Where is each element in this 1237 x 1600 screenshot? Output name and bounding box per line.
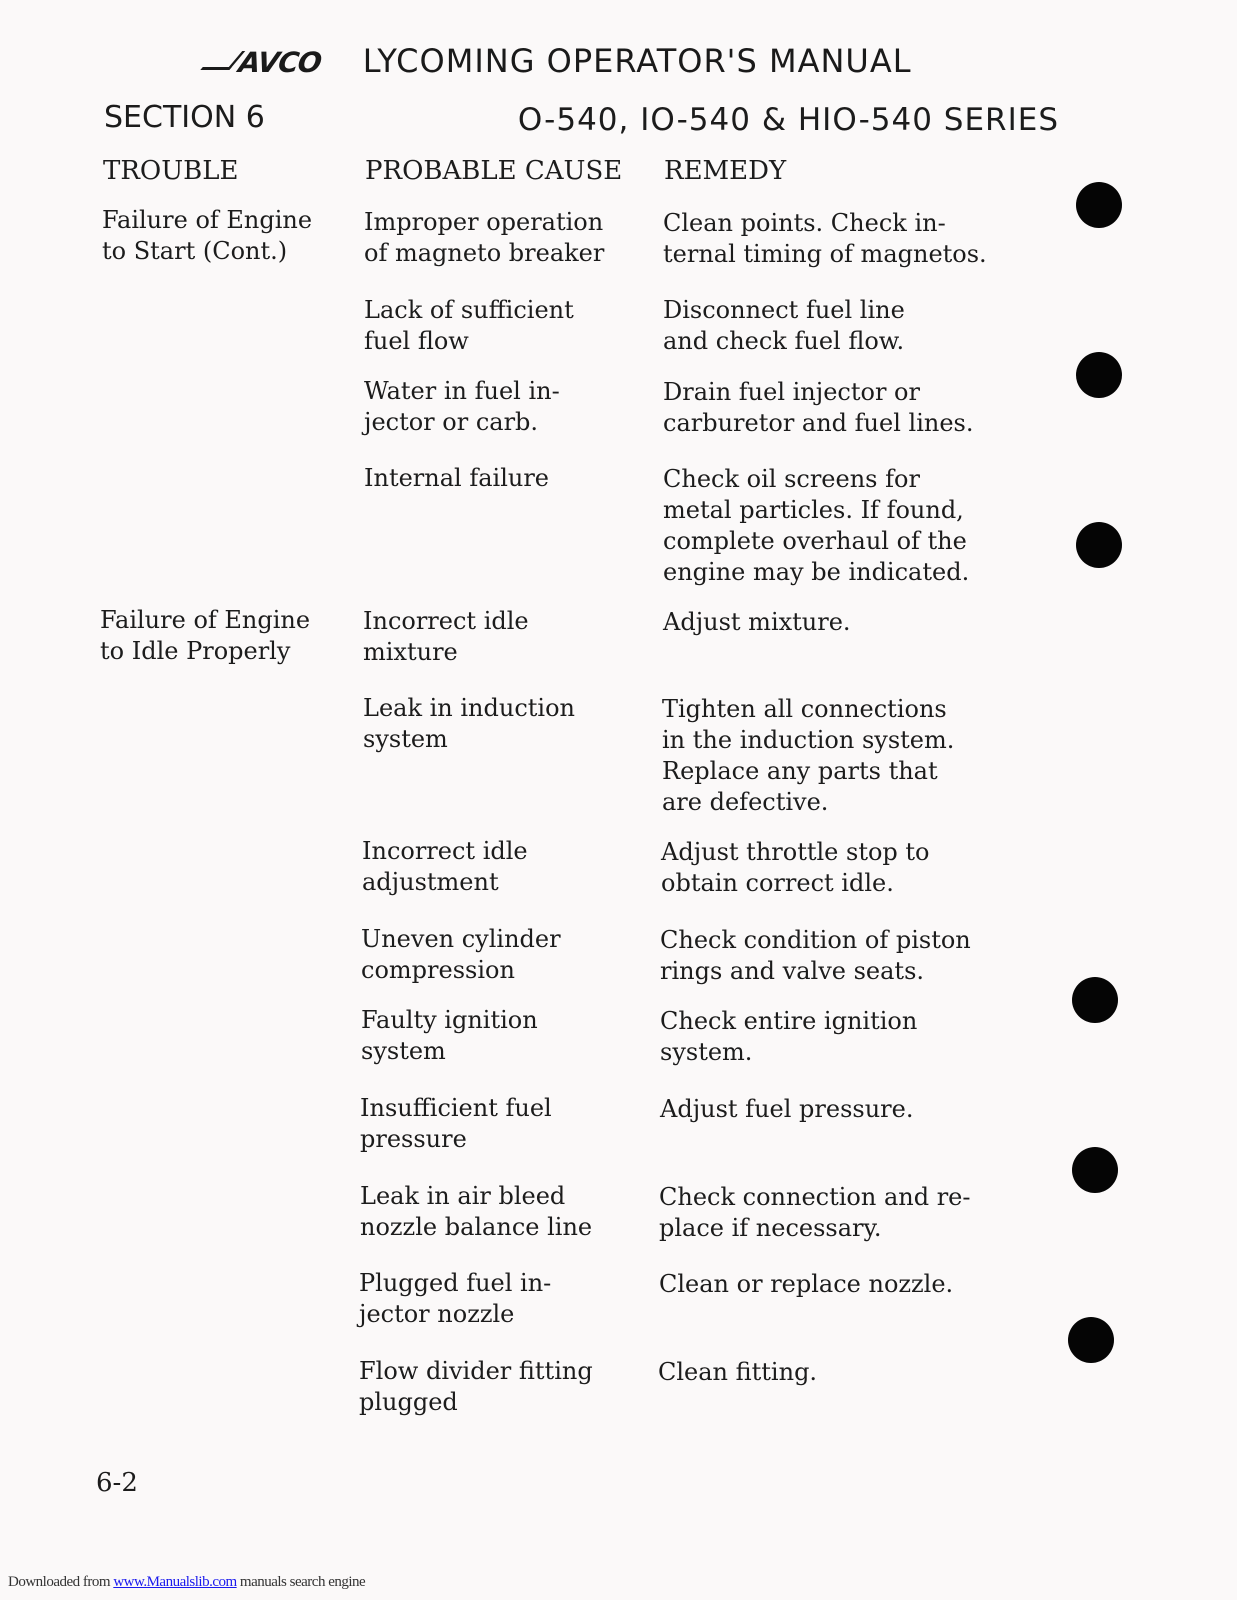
remedy: Clean points. Check in- ternal timing of magnetos. — [663, 209, 987, 268]
manualslib-link[interactable]: www.Manualslib.com — [113, 1574, 237, 1590]
probable-cause: Faulty ignition system — [361, 1006, 538, 1065]
binder-hole-icon — [1076, 522, 1122, 568]
remedy: Check condition of piston rings and valve seats. — [660, 926, 971, 985]
remedy: Clean fitting. — [658, 1358, 818, 1386]
page-number: 6-2 — [96, 1468, 138, 1498]
section-label: SECTION 6 — [104, 100, 265, 135]
probable-cause: Incorrect idle adjustment — [362, 837, 528, 896]
probable-cause: Improper operation of magneto breaker — [364, 208, 605, 267]
binder-hole-icon — [1076, 352, 1122, 398]
manual-header — [208, 42, 912, 80]
remedy: Check oil screens for metal particles. If found, complete overhaul of the engine may be indicated. — [663, 465, 970, 586]
trouble-entry: Failure of Engine to Start (Cont.) — [102, 206, 313, 265]
remedy: Drain fuel injector or carburetor and fuel lines. — [663, 378, 974, 437]
probable-cause: Insufficient fuel pressure — [360, 1094, 552, 1153]
column-header-trouble: TROUBLE — [103, 156, 239, 186]
column-header-remedy: REMEDY — [664, 156, 787, 186]
remedy: Check entire ignition system. — [660, 1007, 918, 1066]
probable-cause: Leak in induction system — [363, 694, 576, 753]
footer-suffix: manuals search engine — [236, 1574, 366, 1590]
download-footer — [8, 1574, 365, 1591]
trouble-entry: Failure of Engine to Idle Properly — [100, 606, 311, 665]
avco-logo — [206, 46, 323, 79]
manual-title: LYCOMING OPERATOR'S MANUAL — [362, 42, 912, 80]
remedy: Clean or replace nozzle. — [659, 1270, 954, 1298]
probable-cause: Internal failure — [364, 464, 550, 492]
probable-cause: Plugged fuel in- jector nozzle — [359, 1269, 552, 1328]
footer-prefix: Downloaded from — [8, 1574, 114, 1590]
probable-cause: Flow divider fitting plugged — [359, 1357, 593, 1416]
probable-cause: Uneven cylinder compression — [361, 925, 561, 984]
binder-hole-icon — [1068, 1317, 1114, 1363]
remedy: Tighten all connections in the induction system. Replace any parts that are defective. — [662, 695, 955, 816]
probable-cause: Incorrect idle mixture — [363, 607, 529, 666]
remedy: Adjust fuel pressure. — [660, 1095, 914, 1123]
remedy: Adjust throttle stop to obtain correct idle. — [661, 838, 930, 897]
column-header-probable-cause: PROBABLE CAUSE — [365, 156, 623, 186]
probable-cause: Water in fuel in- jector or carb. — [364, 377, 560, 436]
probable-cause: Leak in air bleed nozzle balance line — [360, 1182, 593, 1241]
binder-hole-icon — [1072, 1147, 1118, 1193]
binder-hole-icon — [1072, 977, 1118, 1023]
remedy: Check connection and re- place if necessary. — [659, 1183, 971, 1242]
engine-series-label: O-540, IO-540 & HIO-540 SERIES — [517, 102, 1059, 138]
binder-hole-icon — [1076, 182, 1122, 228]
probable-cause: Lack of sufficient fuel flow — [364, 296, 574, 355]
remedy: Adjust mixture. — [663, 608, 851, 636]
remedy: Disconnect fuel line and check fuel flow. — [663, 296, 905, 355]
logo-text: AVCO — [236, 46, 324, 79]
